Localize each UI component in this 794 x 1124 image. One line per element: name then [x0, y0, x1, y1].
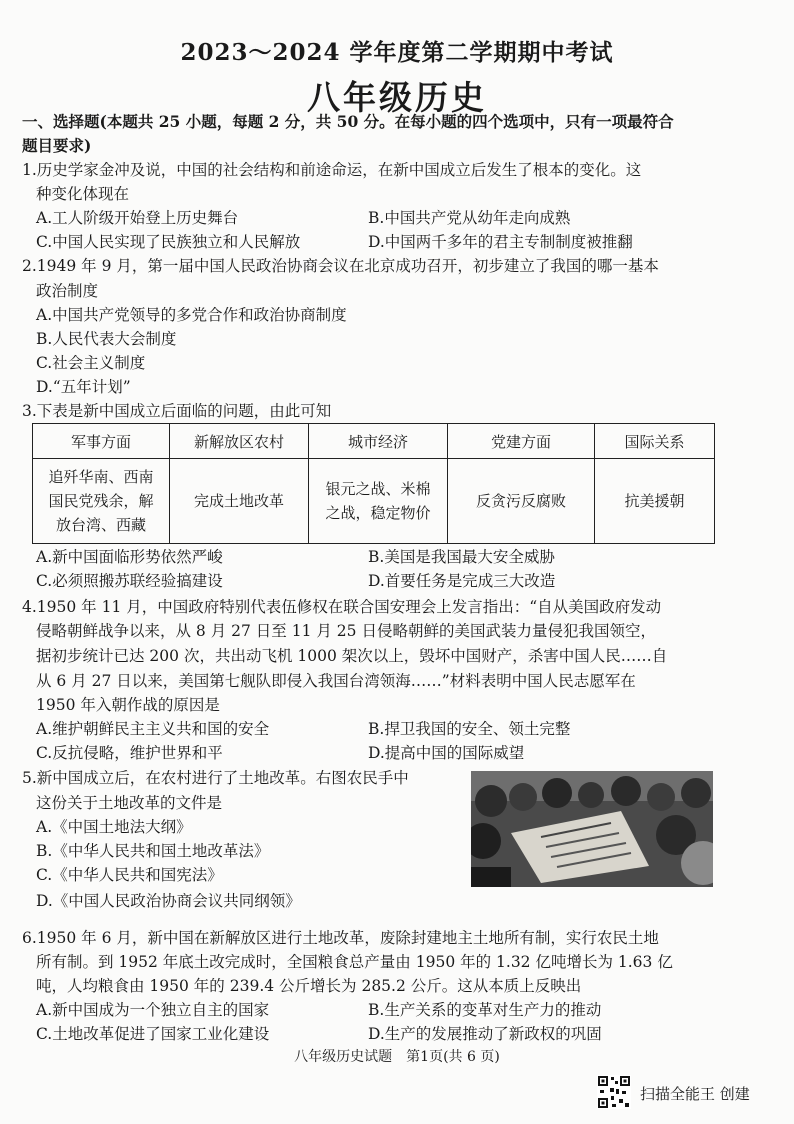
table-cell: 抗美援朝 [595, 459, 715, 544]
q5-option-d: D.《中国人民政治协商会议共同纲领》 [36, 892, 301, 910]
table-header-cell: 城市经济 [309, 424, 448, 459]
page-footer: 八年级历史试题 第1页(共 6 页) [294, 1049, 500, 1065]
q6-stem-line: 吨，人均粮食由 1950 年的 239.4 公斤增长为 285.2 公斤。这从本质上反映出 [36, 977, 582, 995]
table-header-row [33, 424, 715, 459]
q4-option-a: A.维护朝鲜民主主义共和国的安全 [36, 720, 270, 738]
q3-option-b: B.美国是我国最大安全威胁 [368, 548, 555, 566]
q3-stem-line: 3.下表是新中国成立后面临的问题，由此可知 [22, 402, 332, 420]
q4-stem-line: 据初步统计已达 200 次，共出动飞机 1000 架次以上，毁坏中国财产，杀害中国人民……自 [36, 647, 668, 665]
q6-option-c: C.土地改革促进了国家工业化建设 [36, 1025, 270, 1043]
q4-stem-line: 从 6 月 27 日以来，美国第七舰队即侵入我国台湾领海……”材料表明中国人民志愿军在 [36, 672, 636, 690]
q5-option-a: A.《中国土地法大纲》 [36, 818, 192, 836]
table-header-cell: 国际关系 [595, 424, 715, 459]
q1-stem-line: 1.历史学家金冲及说，中国的社会结构和前途命运，在新中国成立后发生了根本的变化。这 [22, 161, 642, 179]
scanner-watermark: 扫描全能王 创建 [640, 1085, 750, 1103]
q2-option-c: C.社会主义制度 [36, 354, 146, 372]
q4-stem-line: 1950 年入朝作战的原因是 [36, 696, 220, 714]
q2-option-b: B.人民代表大会制度 [36, 330, 177, 348]
q2-stem-line: 2.1949 年 9 月，第一届中国人民政治协商会议在北京成功召开，初步建立了我国的哪一基本 [22, 257, 659, 275]
q1-option-b: B.中国共产党从幼年走向成熟 [368, 209, 571, 227]
q1-option-c: C.中国人民实现了民族独立和人民解放 [36, 233, 301, 251]
q3-option-a: A.新中国面临形势依然严峻 [36, 548, 223, 566]
table-header-cell: 党建方面 [448, 424, 595, 459]
table-header-cell: 新解放区农村 [170, 424, 309, 459]
table-header-cell: 军事方面 [33, 424, 170, 459]
land-reform-photo [471, 771, 713, 887]
q6-stem-line: 6.1950 年 6 月，新中国在新解放区进行土地改革，废除封建地主土地所有制，实行农民土地 [22, 929, 659, 947]
q4-stem-line: 侵略朝鲜战争以来，从 8 月 27 日至 11 月 25 日侵略朝鲜的美国武装力量侵犯我国领空， [36, 622, 656, 640]
section-heading: 一、选择题(本题共 25 小题，每题 2 分，共 50 分。在每小题的四个选项中，只有一项最符合 题目要求) [22, 112, 674, 155]
table-row [33, 459, 715, 544]
q4-option-c: C.反抗侵略，维护世界和平 [36, 744, 223, 762]
q4-option-b: B.捍卫我国的安全、领土完整 [368, 720, 571, 738]
q6-option-a: A.新中国成为一个独立自主的国家 [36, 1001, 270, 1019]
table-cell: 银元之战、米棉 之战，稳定物价 [309, 459, 448, 544]
table-cell: 完成土地改革 [170, 459, 309, 544]
q1-stem-line: 种变化体现在 [36, 185, 130, 203]
q2-stem-line: 政治制度 [36, 282, 99, 300]
q4-stem-line: 4.1950 年 11 月，中国政府特别代表伍修权在联合国安理会上发言指出：“自从美国政府发动 [22, 598, 662, 616]
q5-option-b: B.《中华人民共和国土地改革法》 [36, 842, 270, 860]
q3-option-c: C.必须照搬苏联经验搞建设 [36, 572, 223, 590]
q6-option-d: D.生产的发展推动了新政权的巩固 [368, 1025, 602, 1043]
q4-option-d: D.提高中国的国际威望 [368, 744, 525, 762]
q5-option-c: C.《中华人民共和国宪法》 [36, 866, 223, 884]
qr-code-icon [597, 1075, 631, 1109]
q2-option-d: D.“五年计划” [36, 378, 131, 396]
exam-subject: 八年级历史 [307, 78, 487, 117]
farmers-photo-image [471, 771, 713, 887]
q2-option-a: A.中国共产党领导的多党合作和政治协商制度 [36, 306, 347, 324]
q3-option-d: D.首要任务是完成三大改造 [368, 572, 556, 590]
q6-stem-line: 所有制。到 1952 年底土改完成时，全国粮食总产量由 1950 年的 1.32 亿吨增长为 1.63 亿 [36, 953, 673, 971]
exam-title: 2023～2024 学年度第二学期期中考试 [180, 39, 614, 66]
q5-stem-line: 这份关于土地改革的文件是 [36, 794, 223, 812]
q3-problems-table [32, 423, 715, 544]
table-cell: 追歼华南、西南 国民党残余，解 放台湾、西藏 [33, 459, 170, 544]
q5-stem-line: 5.新中国成立后，在农村进行了土地改革。右图农民手中 [22, 769, 409, 787]
q1-option-a: A.工人阶级开始登上历史舞台 [36, 209, 239, 227]
q1-option-d: D.中国两千多年的君主专制制度被推翻 [368, 233, 633, 251]
table-cell: 反贪污反腐败 [448, 459, 595, 544]
q6-option-b: B.生产关系的变革对生产力的推动 [368, 1001, 602, 1019]
